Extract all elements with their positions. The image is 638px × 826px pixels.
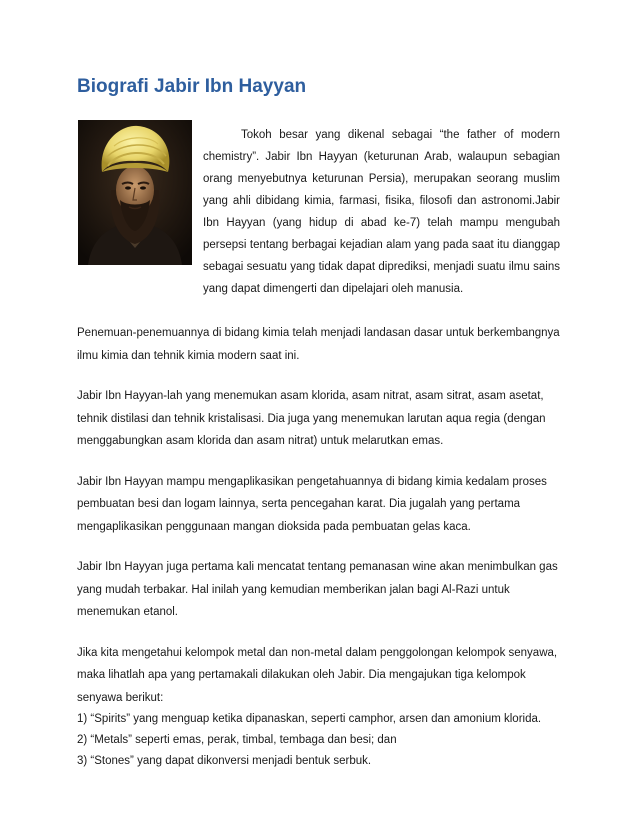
- page-title: Biografi Jabir Ibn Hayyan: [77, 76, 307, 97]
- paragraph-2: Jabir Ibn Hayyan-lah yang menemukan asam klorida, asam nitrat, asam sitrat, asam asetat, tehnik distilasi dan tehnik kristalisasi. Dia juga yang menemukan larutan aqua regia (dengan menggabungkan asam klorida dan asam nitrat) untuk melarutkan emas.: [77, 390, 546, 447]
- list-item: 2) “Metals” seperti emas, perak, timbal, tembaga dan besi; dan: [77, 734, 397, 746]
- paragraph-5: Jika kita mengetahui kelompok metal dan non-metal dalam penggolongan kelompok senyawa, maka lihatlah apa yang pertamakali dilakukan oleh Jabir. Dia mengajukan tiga kelompok senyawa berikut:: [77, 646, 558, 704]
- paragraph-4: Jabir Ibn Hayyan juga pertama kali mencatat tentang pemanasan wine akan menimbulkan gas yang mudah terbakar. Hal inilah yang kemudian memberikan jalan bagi Al-Razi untuk menemukan etanol.: [77, 561, 558, 618]
- portrait-image: [78, 120, 192, 265]
- list-item: 3) “Stones” yang dapat dikonversi menjadi bentuk serbuk.: [77, 755, 372, 767]
- article-body: [77, 322, 562, 772]
- compound-group-list: [77, 709, 562, 772]
- paragraph-3: Jabir Ibn Hayyan mampu mengaplikasikan pengetahuannya di bidang kimia kedalam proses pembuatan besi dan logam lainnya, serta pencegahan karat. Dia jugalah yang pertama mengaplikasikan penggunaan mangan dioksida pada pembuatan gelas kaca.: [77, 475, 547, 533]
- intro-block: [203, 124, 560, 300]
- paragraph-1: Penemuan-penemuannya di bidang kimia telah menjadi landasan dasar untuk berkembangnya ilmu kimia dan tehnik kimia modern saat ini.: [77, 327, 560, 362]
- portrait-illustration: [78, 120, 192, 265]
- intro-paragraph: Tokoh besar yang dikenal sebagai “the father of modern chemistry”. Jabir Ibn Hayyan (keturunan Arab, walaupun sebagian orang menyebutnya keturunan Persia), merupakan seorang muslim yang ahli dibidang kimia, farmasi, fisika, filosofi dan astronomi.Jabir Ibn Hayyan (yang hidup di abad ke-7) telah mampu mengubah persepsi tentang berbagai kejadian alam yang pada saat itu dianggap sebagai sesuatu yang tidak dapat diprediksi, menjadi suatu ilmu sains yang dapat dimengerti dan dipelajari oleh manusia.: [203, 129, 560, 295]
- list-item: 1) “Spirits” yang menguap ketika dipanaskan, seperti camphor, arsen dan amonium klorida.: [77, 713, 542, 725]
